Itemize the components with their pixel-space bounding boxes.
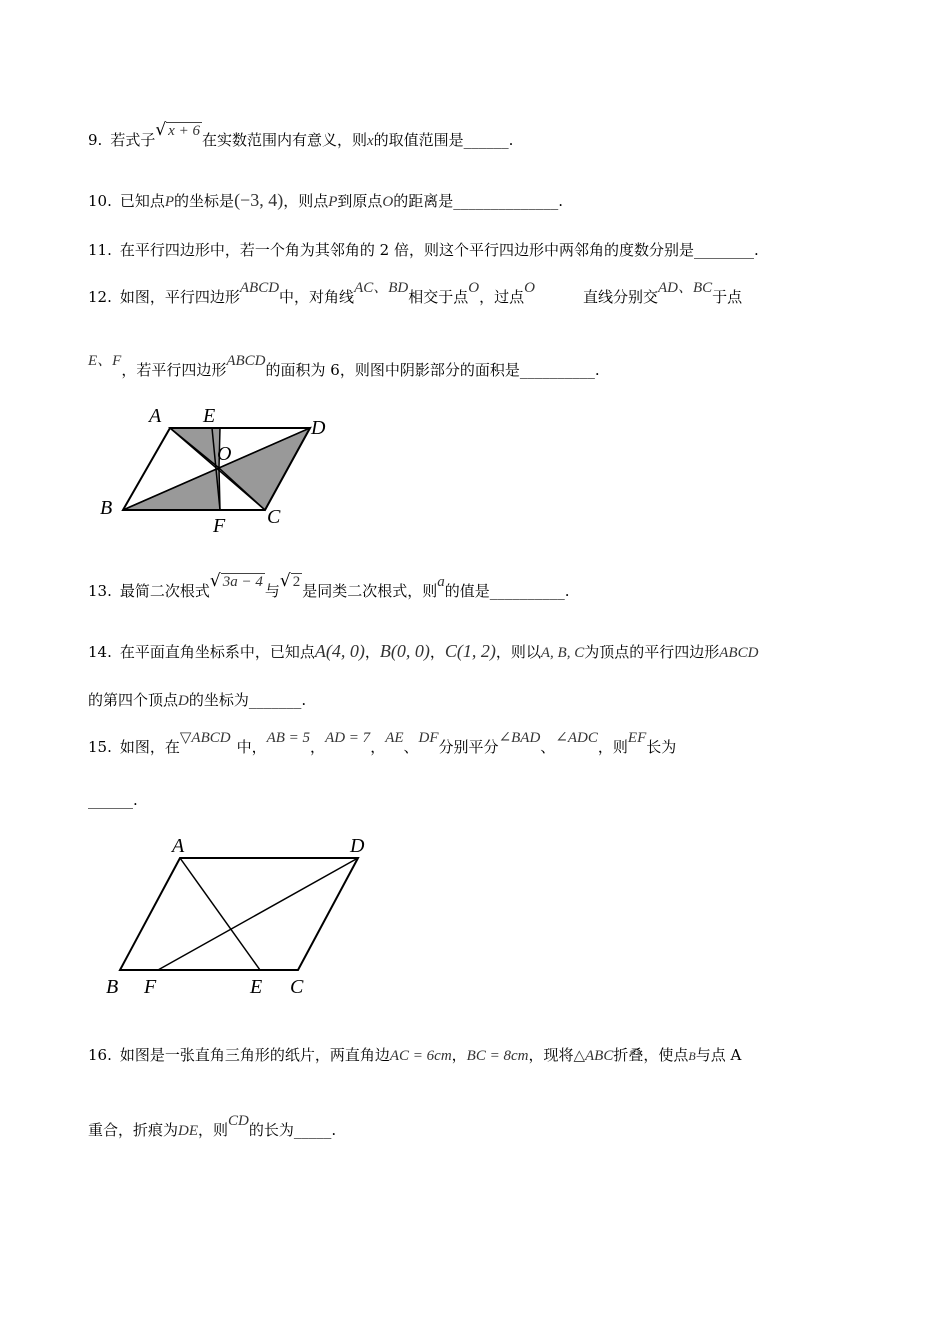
question-15: 15. 如图，在▽ABCD 中，AB = 5，AD = 7，AE、DF分别平分∠BAD、∠ADC，则EF长为 — [88, 730, 677, 756]
label-A: A — [149, 405, 162, 427]
question-12-line-2: E、F，若平行四边形ABCD的面积为 6，则图中阴影部分的面积是__________. — [88, 353, 600, 379]
question-13: 13. 最简二次根式√ 3a − 4 与√ 2 是同类二次根式，则a的值是__________. — [88, 571, 570, 600]
question-10: 10. 已知点P的坐标是(−3, 4)，则点P到原点O的距离是______________. — [88, 190, 564, 210]
question-14-line-2: 的第四个顶点D的坐标为_______. — [88, 691, 307, 709]
parallelogram-figure-1 — [95, 400, 345, 540]
label-D: D — [350, 835, 365, 857]
label-D: D — [311, 417, 326, 439]
question-16-line-2: 重合，折痕为DE，则CD的长为_____. — [88, 1113, 337, 1139]
question-14-line-1: 14. 在平面直角坐标系中，已知点A(4, 0)，B(0, 0)，C(1, 2)，则以A, B, C为顶点的平行四边形ABCD — [88, 641, 759, 661]
question-16-line-1: 16. 如图是一张直角三角形的纸片，两直角边AC = 6cm，BC = 8cm，现将△ABC折叠，使点B与点 A — [88, 1046, 742, 1064]
label-C: C — [267, 506, 281, 528]
label-O: O — [217, 443, 232, 465]
label-C: C — [290, 976, 304, 998]
question-11: 11. 在平行四边形中，若一个角为其邻角的 2 倍，则这个平行四边形中两邻角的度数分别是________. — [88, 241, 759, 259]
sqrt-expression: √ x + 6 — [155, 120, 200, 140]
label-A: A — [172, 835, 185, 857]
label-E: E — [203, 405, 216, 427]
label-F: F — [213, 515, 226, 537]
label-B: B — [106, 976, 119, 998]
question-15-blank: ______. — [88, 791, 138, 809]
question-12-line-1: 12. 如图，平行四边形ABCD中，对角线AC、BD相交于点O，过点O 直线分别交AD、BC于点 — [88, 280, 743, 306]
label-F: F — [144, 976, 157, 998]
parallelogram-figure-2 — [100, 830, 390, 1005]
label-E: E — [250, 976, 263, 998]
label-B: B — [100, 497, 113, 519]
question-9: 9. 若式子√ x + 6 在实数范围内有意义，则x的取值范围是______. — [88, 120, 514, 149]
